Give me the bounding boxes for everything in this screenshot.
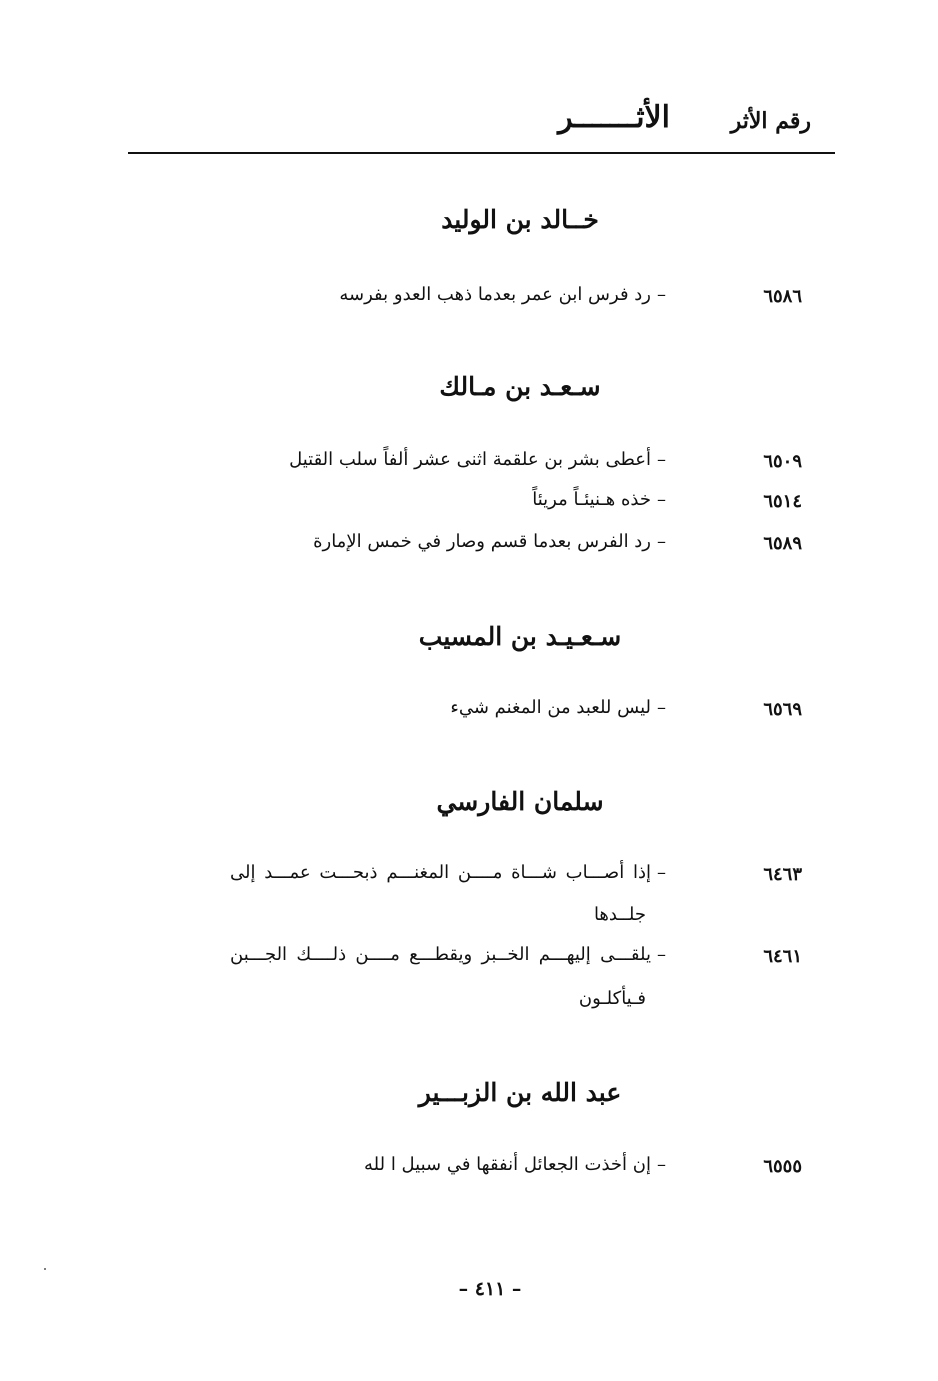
entry-text	[339, 284, 666, 305]
scan-speck	[44, 1268, 46, 1270]
entry-dash: –	[657, 697, 666, 718]
entry-text-body: إذا أصـــاب شـــاة مــــن المغنـــم ذبحـــت عمـــد إلى	[230, 862, 651, 883]
entry-dash: –	[657, 1154, 666, 1175]
section-title-salman: سلمان الفارسي	[436, 787, 604, 816]
entry-text-body: خذه هـنيئـاً مريئاً	[532, 489, 651, 510]
entry-number: ٦٥٥٥	[763, 1156, 802, 1177]
section-title-abdullah: عبد الله بن الزبـــير	[418, 1078, 622, 1107]
entry-number: ٦٥١٤	[763, 491, 802, 512]
number-column-label: رقم الأثر	[730, 108, 811, 134]
entry-text	[313, 531, 666, 552]
page-number: – ٤١١ –	[458, 1278, 522, 1300]
entry-text-body: إن أخذت الجعائل أنفقها في سبيل ا لله	[364, 1154, 651, 1175]
entry-dash: –	[657, 531, 666, 552]
entry-number: ٦٥٨٦	[763, 286, 802, 307]
header-divider	[128, 152, 835, 154]
entry-dash: –	[657, 284, 666, 305]
entry-text-body: رد فرس ابن عمر بعدما ذهب العدو بفرسه	[339, 284, 651, 305]
entry-dash: –	[657, 489, 666, 510]
section-title-saeed: سـعـيـد بن المسيب	[418, 622, 622, 651]
entry-text-body: أعطى بشر بن علقمة اثنى عشر ألفاً سلب القتيل	[289, 449, 651, 470]
entry-text-body: رد الفرس بعدما قسم وصار في خمس الإمارة	[313, 531, 651, 552]
entry-text	[230, 862, 666, 883]
entry-number: ٦٥٨٩	[763, 533, 802, 554]
entry-text	[532, 489, 666, 510]
athar-column-label: الأثـــــــر	[558, 100, 670, 135]
entry-text-body: ليس للعبد من المغنم شيء	[450, 697, 651, 718]
section-title-khalid: خــالد بن الوليد	[441, 205, 599, 234]
entry-dash: –	[657, 862, 666, 883]
section-title-saad: سـعـد بن مـالك	[439, 372, 601, 401]
entry-number: ٦٤٦٣	[763, 864, 802, 885]
entry-continuation: فـيأكلـون	[578, 988, 646, 1009]
index-header	[128, 100, 835, 152]
entry-text-body: يلقـــى إليهـــم الخــبز ويقطـــع مــــن ذلــــك الجـــبن	[230, 944, 651, 965]
entry-number: ٦٥٠٩	[763, 451, 802, 472]
entry-text	[364, 1154, 666, 1175]
entry-continuation: جلــدها	[593, 904, 646, 925]
entry-text	[289, 449, 666, 470]
entry-number: ٦٤٦١	[763, 946, 802, 967]
entry-text	[230, 944, 666, 965]
entry-dash: –	[657, 449, 666, 470]
entry-text	[450, 697, 666, 718]
entry-dash: –	[657, 944, 666, 965]
entry-number: ٦٥٦٩	[763, 699, 802, 720]
